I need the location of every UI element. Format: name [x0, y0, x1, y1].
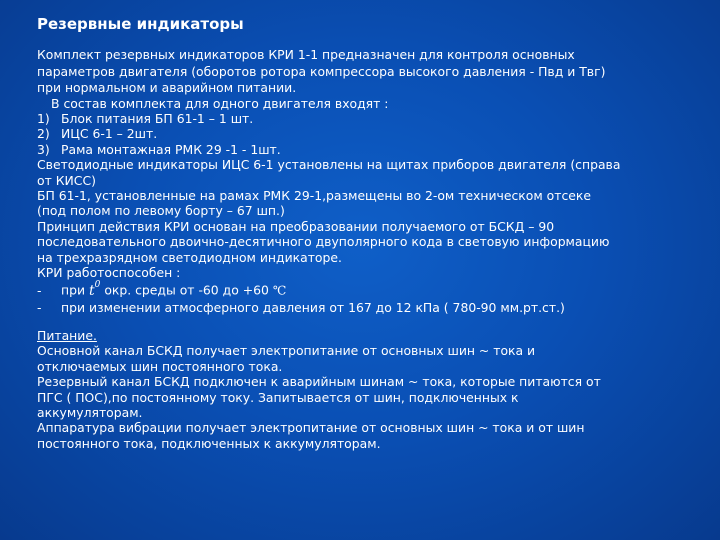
- condition-item-temperature: [37, 280, 717, 299]
- body-line: Принцип действия КРИ основан на преобразовании получаемого от БСКД – 90: [37, 218, 555, 234]
- dash-bullet: -: [37, 283, 42, 299]
- body-line: ПГС ( ПОС),по постоянному току. Запитывается от шин, подключенных к: [37, 389, 519, 405]
- condition-text: при изменении атмосферного давления от 167 до 12 кПа ( 780-90 мм.рт.ст.): [61, 299, 565, 315]
- condition-item-pressure: [37, 300, 717, 315]
- slide-body: [37, 47, 717, 451]
- body-line: Комплект резервных индикаторов КРИ 1-1 предназначен для контроля основных: [37, 47, 575, 62]
- body-line: последовательного двоично-десятичного двуполярного кода в световую информацию: [37, 234, 610, 250]
- list-number: 3): [37, 141, 50, 157]
- section-gap: [37, 315, 717, 328]
- list-item: [37, 142, 717, 157]
- body-line: постоянного тока, подключенных к аккумуляторам.: [37, 435, 381, 451]
- body-line: при нормальном и аварийном питании.: [37, 80, 297, 96]
- body-line: Аппаратура вибрации получает электропитание от основных шин ~ тока и от шин: [37, 420, 585, 436]
- temperature-symbol: $t^0$: [88, 280, 101, 300]
- body-line: (под полом по левому борту – 67 шп.): [37, 203, 285, 219]
- composition-heading: В состав комплекта для одного двигателя входят :: [51, 95, 389, 111]
- list-number: 2): [37, 126, 50, 142]
- body-line: Светодиодные индикаторы ИЦС 6-1 установлены на щитах приборов двигателя (справа: [37, 157, 621, 173]
- body-line: КРИ работоспособен :: [37, 265, 181, 281]
- body-line: аккумуляторам.: [37, 404, 143, 420]
- power-section-heading: Питание.: [37, 327, 97, 343]
- list-item-text: ИЦС 6-1 – 2шт.: [61, 126, 158, 142]
- list-item: [37, 126, 717, 141]
- list-item: [37, 111, 717, 126]
- body-line: от КИСС): [37, 172, 96, 188]
- list-item-text: Блок питания БП 61-1 – 1 шт.: [61, 111, 254, 126]
- list-number: 1): [37, 111, 50, 126]
- body-line: БП 61-1, установленные на рамах РМК 29-1,размещены во 2-ом техническом отсеке: [37, 188, 591, 204]
- body-line: на трехразрядном светодиодном индикаторе.: [37, 249, 342, 265]
- list-item-text: Рама монтажная РМК 29 -1 - 1шт.: [61, 141, 281, 157]
- body-line: Резервный канал БСКД подключен к аварийным шинам ~ тока, которые питаются от: [37, 374, 601, 390]
- condition-text: окр. среды от -60 до +60: [104, 283, 269, 299]
- condition-prefix: при: [61, 283, 86, 299]
- slide-title: Резервные индикаторы: [37, 15, 244, 33]
- body-line: отключаемых шин постоянного тока.: [37, 358, 283, 374]
- dash-bullet: -: [37, 299, 42, 315]
- body-line: параметров двигателя (оборотов ротора компрессора высокого давления - Пвд и Твг): [37, 63, 606, 79]
- body-line: Основной канал БСКД получает электропитание от основных шин ~ тока и: [37, 343, 536, 359]
- celsius-unit: ℃: [272, 284, 287, 299]
